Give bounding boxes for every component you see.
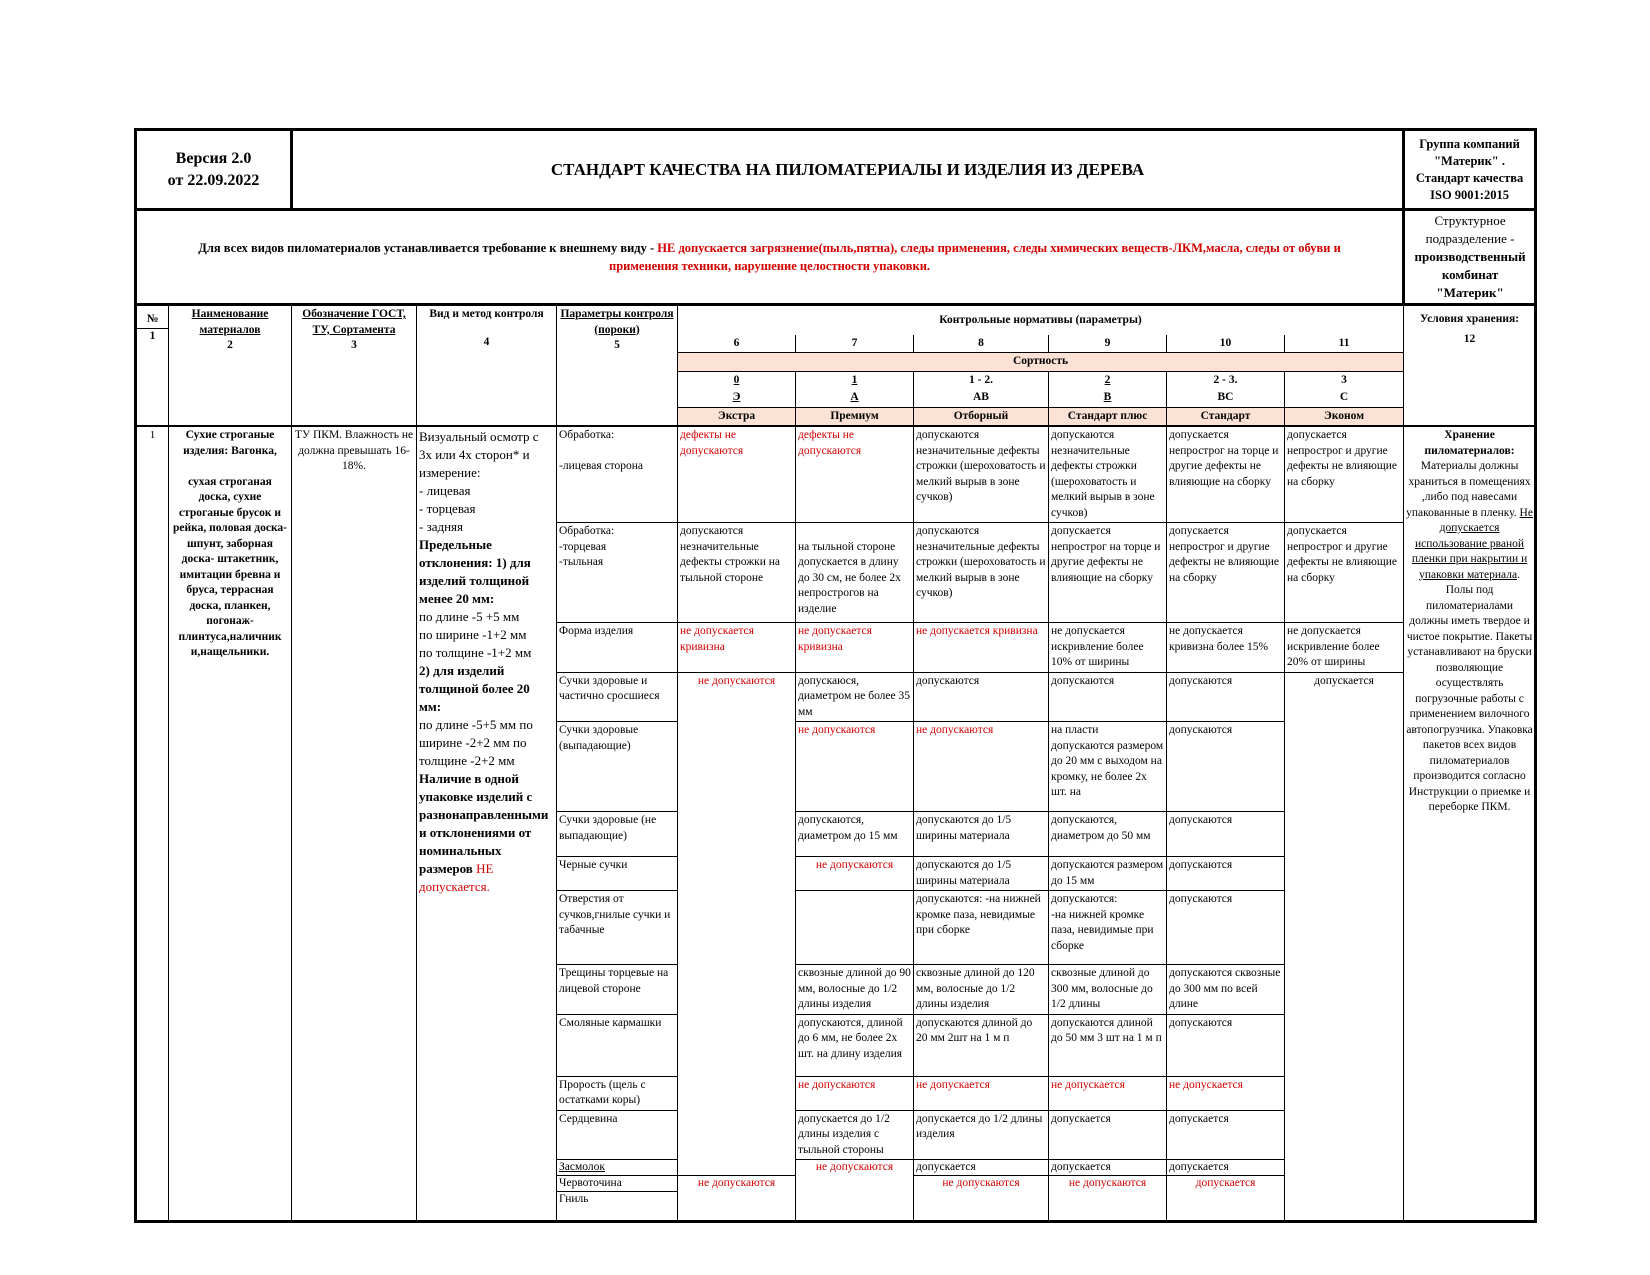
defect-cracks-label: Трещины торцевые на лицевой стороне [557,965,678,1015]
shape-standard-plus: не допускается искривление более 10% от ширины [1049,623,1167,673]
col-num-header [136,305,169,427]
row-number: 1 [136,426,169,1222]
method-intro: Визуальный осмотр с 3х или 4х сторон* и измерение: - лицевая - торцевая - задняя [419,429,539,534]
knots-healthy-standard: допускаются [1167,672,1285,722]
gost-spec: ТУ ПКМ. Влажность не должна превышать 16-18%. [292,426,417,1222]
grade-letter-premium: А [796,389,914,407]
col-storage-header [1404,305,1536,427]
method-limits-thin: Предельные отклонения: 1) для изделий толщиной менее 20 мм: [419,537,531,606]
holes-standard-plus: допускаются: -на нижней кромке паза, невидимые при сборке [1049,891,1167,965]
col-params-index: 5 [614,339,620,351]
knots-healthy-premium: допускаюся, диаметром не более 35 мм [796,672,914,722]
shape-premium: не допускается кривизна [796,623,914,673]
control-method [417,426,557,1222]
col-name-header [169,305,292,427]
worm-standard: допускается [1167,1176,1285,1192]
end-econom: допускается непрострог и другие дефекты не влияющие на сборку [1285,523,1404,623]
knots-extra: не допускаются [678,672,796,1176]
storage-conditions [1404,426,1536,1222]
end-premium: на тыльной стороне допускается в длину до 30 см, не более 2х непрострогов на изделие [796,523,914,623]
face-premium: дефекты не допускаются [796,426,914,523]
method-limits-thick-values: по длине -5+5 мм по ширине -2+2 мм по толщине -2+2 мм [419,717,533,768]
face-extra: дефекты не допускаются [678,426,796,523]
defect-worm-label: Червоточина [557,1176,678,1192]
grade-col-11: 11 [1285,335,1404,353]
version-cell [136,130,292,210]
grade-name-standard-plus: Стандарт плюс [1049,407,1167,426]
defect-shape-label: Форма изделия [557,623,678,673]
face-select: допускаются незначительные дефекты строжки (шероховатость и мелкий вырыв в зоне сучков) [914,426,1049,523]
bark-premium: не допускаются [796,1076,914,1110]
col-method-label: Вид и метод контроля [429,308,544,320]
defect-end-label: Обработка: -торцевая -тыльная [557,523,678,623]
document-title: СТАНДАРТ КАЧЕСТВА НА ПИЛОМАТЕРИАЛЫ И ИЗДЕЛИЯ ИЗ ДЕРЕВА [292,130,1404,210]
method-mixed-pack-red: НЕ допускается. [419,861,494,894]
defect-holes-label: Отверстия от сучков,гнилые сучки и табачные [557,891,678,965]
holes-standard: допускаются [1167,891,1285,965]
black-knots-standard: допускаются [1167,857,1285,891]
col-gost-index: 3 [351,339,357,351]
grade-col-8: 8 [914,335,1049,353]
col-gost-header [292,305,417,427]
col-name-index: 2 [227,339,233,351]
version-line2: от 22.09.2022 [167,171,260,189]
grade-col-7: 7 [796,335,914,353]
division-cell [1404,210,1536,305]
bark-standard: не допускается [1167,1076,1285,1110]
shape-extra: не допускается кривизна [678,623,796,673]
grade-code-standard: 2 - 3. [1167,371,1285,389]
defect-blue-label: Засмолок [557,1160,678,1176]
cracks-select: сквозные длиной до 120 мм, волосные до 1/2 длины изделия [914,965,1049,1015]
holes-select: допускаются: -на нижней кромке паза, невидимые при сборке [914,891,1049,965]
quality-standard-sheet [134,128,1534,1223]
storage-text-1: Материалы должны храниться в помещениях ,либо под навесами упакованные в пленку. [1406,460,1531,519]
core-select: допускается до 1/2 длины изделия [914,1110,1049,1160]
col-method-header [417,305,557,427]
storage-underlined: Не допускается использование рваной пленки при накрытии и упаковки материала [1411,506,1533,581]
rot-select [914,1192,1049,1222]
grade-code-econom: 3 [1285,371,1404,389]
black-knots-standard-plus: допускаются размером до 15 мм [1049,857,1167,891]
method-limits-thick: 2) для изделий толщиной более 20 мм: [419,663,530,714]
col-storage-index: 12 [1463,332,1476,345]
col-gost-label: Обозначение ГОСТ, ТУ, Сортамента [302,308,406,336]
end-select: допускаются незначительные дефекты строжки (шероховатость и мелкий вырыв в зоне сучков) [914,523,1049,623]
storage-title: Хранение пиломатериалов: [1424,429,1515,457]
method-mixed-pack: Наличие в одной упаковке изделий с разнонаправленными и отклонениями от номинальных размеров [419,771,549,876]
company-line1: Группа компаний "Материк" . [1419,136,1520,168]
face-standard-plus: допускаются незначительные дефекты строжки (шероховатость и мелкий вырыв в зоне сучков) [1049,426,1167,523]
appearance-notice [136,210,1404,305]
defect-face-label: Обработка: -лицевая сторона [557,426,678,523]
grade-letter-standard-plus: В [1049,389,1167,407]
division-line2: производственный комбинат [1414,249,1526,282]
resin-standard-plus: допускаются длиной до 50 мм 3 шт на 1 м п [1049,1014,1167,1076]
worm-premium: не допускаются [678,1176,796,1192]
black-knots-select: допускаются до 1/5 ширины материала [914,857,1049,891]
company-line2: Стандарт качества ISO 9001:2015 [1415,170,1524,202]
blue-premium: допускается [914,1160,1049,1176]
notice-black-text: Для всех видов пиломатериалов устанавливается требование к внешнему виду - [198,241,658,255]
defect-resin-label: Смоляные кармашки [557,1014,678,1076]
shape-standard: не допускается кривизна более 15% [1167,623,1285,673]
company-cell [1404,130,1536,210]
worm-standard-plus: не допускаются [1049,1176,1167,1192]
division-line3: "Материк" [1436,285,1504,300]
cracks-standard: допускаются сквозные до 300 мм по всей длине [1167,965,1285,1015]
grade-name-econom: Эконом [1285,407,1404,426]
knots-healthy-standard-plus: допускаются [1049,672,1167,722]
knots-healthy-select: допускаются [914,672,1049,722]
grade-code-premium: 1 [796,371,914,389]
end-extra: допускаются незначительные дефекты строжки на тыльной стороне [678,523,796,623]
knots-fall-standard-plus: на пласти допускаются размером до 20 мм с выходом на кромку, не более 2х шт. на [1049,722,1167,812]
core-standard-plus: допускается [1049,1110,1167,1160]
defect-black-knots-label: Черные сучки [557,857,678,891]
resin-select: допускаются длиной до 20 мм 2шт на 1 м п [914,1014,1049,1076]
standard-table [134,128,1537,1223]
col-params-header [557,305,678,427]
knots-nofall-premium: допускаются, диаметром до 15 мм [796,812,914,857]
cracks-premium: сквозные длиной до 90 мм, волосные до 1/2 длины изделия [796,965,914,1015]
grade-col-9: 9 [1049,335,1167,353]
worm-select: не допускаются [914,1176,1049,1192]
defect-bark-label: Прорость (щель с остатками коры) [557,1076,678,1110]
grade-letter-extra: Э [678,389,796,407]
knots-fall-standard: допускаются [1167,722,1285,812]
grade-code-extra: 0 [678,371,796,389]
resin-standard: допускаются [1167,1014,1285,1076]
defect-rot-label: Гниль [557,1192,678,1222]
bark-select: не допускается [914,1076,1049,1110]
grade-name-extra: Экстра [678,407,796,426]
col-num-label: № [146,313,159,325]
grade-name-standard: Стандарт [1167,407,1285,426]
knots-nofall-standard: допускаются [1167,812,1285,857]
defect-knots-healthy-label: Сучки здоровые и частично сросшиеся [557,672,678,722]
grade-name-select: Отборный [914,407,1049,426]
shape-select: не допускается кривизна [914,623,1049,673]
grade-col-6: 6 [678,335,796,353]
face-econom: допускается непрострог и другие дефекты не влияющие на сборку [1285,426,1404,523]
notice-red-text: НЕ допускается загрязнение(пыль,пятна), следы применения, следы химических веществ-ЛКМ,масла, следы от обуви и применения техники, нарушение целостности упаковки. [609,241,1341,273]
col-storage-label: Условия хранения: [1420,313,1520,325]
grade-col-10: 10 [1167,335,1285,353]
blue-extra: не допускаются [796,1160,914,1222]
shape-econom: не допускается искривление более 20% от ширины [1285,623,1404,673]
end-standard-plus: допускается непрострог на торце и другие дефекты не влияющие на сборку [1049,523,1167,623]
knots-nofall-standard-plus: допускаются, диаметром до 50 мм [1049,812,1167,857]
rot-premium [678,1192,796,1222]
defect-knots-nofall-label: Сучки здоровые (не выпадающие) [557,812,678,857]
defect-knots-fall-label: Сучки здоровые (выпадающие) [557,722,678,812]
end-standard: допускается непрострог и другие дефекты не влияющие на сборку [1167,523,1285,623]
grade-letter-standard: ВС [1167,389,1285,407]
rot-standard-plus [1049,1192,1167,1222]
defect-core-label: Сердцевина [557,1110,678,1160]
col-name-label: Наименование материалов [191,308,269,336]
col-method-index: 4 [483,335,490,348]
sortnost-header: Сортность [678,353,1404,372]
blue-select: допускается [1049,1160,1167,1176]
face-standard: допускается непрострог на торце и другие дефекты не влияющие на сборку [1167,426,1285,523]
grade-letter-econom: С [1285,389,1404,407]
bark-standard-plus: не допускается [1049,1076,1167,1110]
knots-fall-premium: не допускаются [796,722,914,812]
resin-premium: допускаются, длиной до 6 мм, не более 2х шт. на длину изделия [796,1014,914,1076]
division-line1: Структурное подразделение - [1425,213,1515,246]
grade-letter-select: АВ [914,389,1049,407]
version-line1: Версия 2.0 [175,149,252,167]
grade-code-select: 1 - 2. [914,371,1049,389]
grade-code-standard-plus: 2 [1049,371,1167,389]
col-num-index: 1 [137,328,168,345]
storage-text-2: . Полы под пиломатериалами должны иметь твердое и чистое покрытие. Пакеты устанавливают на бруски позволяющие осуществлять погрузочные работы с применением вилочного автопогрузчика. Упаковка пакетов всех видов пиломатериалов производится согласно Инструкции о приемке и переборке ПКМ. [1406,568,1533,813]
method-limits-thin-values: по длине -5 +5 мм по ширине -1+2 мм по толщине -1+2 мм [419,609,532,660]
knots-fall-select: не допускаются [914,722,1049,812]
col-params-label: Параметры контроля (пороки) [560,308,674,336]
core-standard: допускается [1167,1110,1285,1160]
material-names: Сухие строганые изделия: Вагонка, сухая строганая доска, сухие строганые брусок и рейка, половая доска- шпунт, заборная доска- штакетник, имитации бревна и бруса, террасная доска, планкен, погонаж- плинтуса,наличник и,нащельники. [169,426,292,1222]
grade-name-premium: Премиум [796,407,914,426]
core-premium: допускается до 1/2 длины изделия с тыльной стороны [796,1110,914,1160]
blue-standard-plus: допускается [1167,1160,1285,1176]
knots-nofall-select: допускаются до 1/5 ширины материала [914,812,1049,857]
knots-econom: допускается [1285,672,1404,1222]
black-knots-premium: не допускаются [796,857,914,891]
rot-standard [1167,1192,1285,1222]
norms-header: Контрольные нормативы (параметры) [678,305,1404,335]
holes-premium [796,891,914,965]
cracks-standard-plus: сквозные длиной до 300 мм, волосные до 1/2 длины [1049,965,1167,1015]
